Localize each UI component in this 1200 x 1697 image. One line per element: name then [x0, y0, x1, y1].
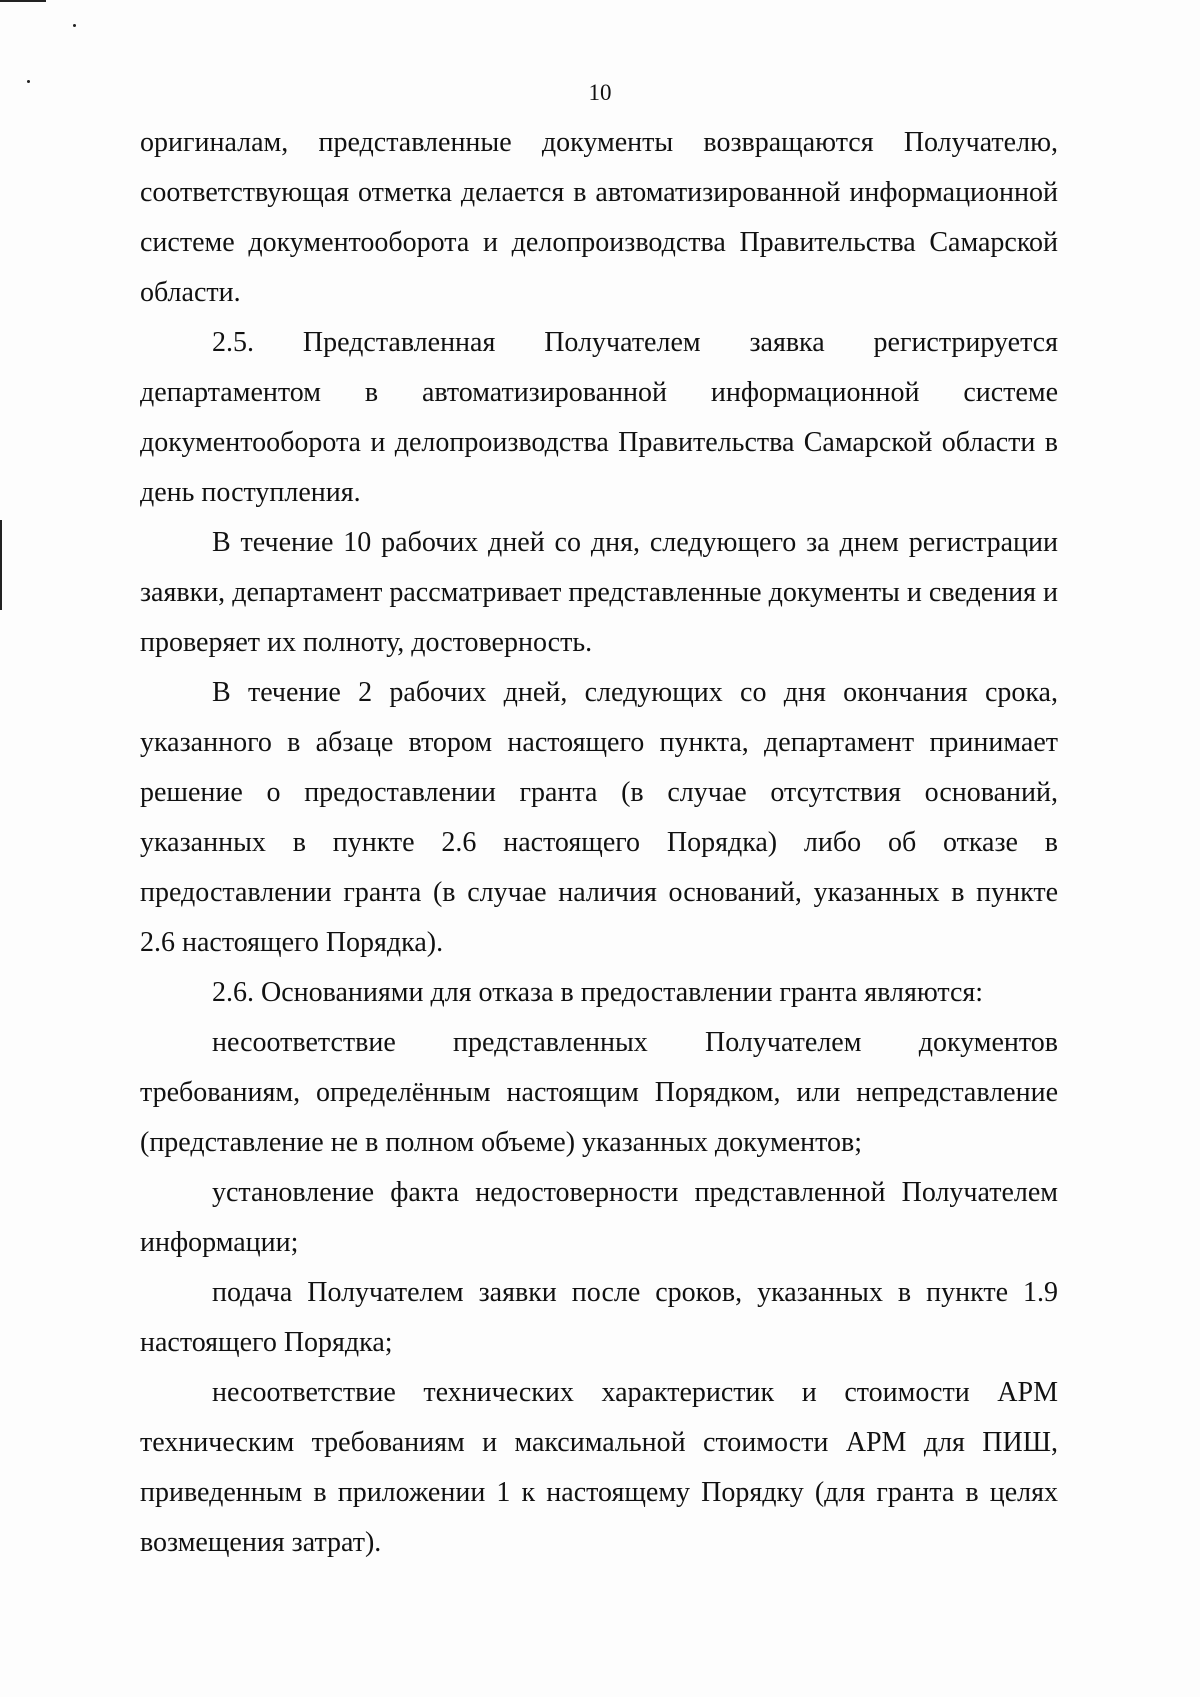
paragraph: установление факта недостоверности представленной Получателем информации; — [140, 1177, 1058, 1258]
scan-artifact-left-edge-line — [0, 520, 2, 610]
paragraph: 2.5. Представленная Получателем заявка регистрируется департаментом в автоматизированной информационной системе документооборота и делопроизводства Правительства Самарской области в день поступления. — [140, 327, 1058, 508]
paragraph: оригиналам, представленные документы возвращаются Получателю, соответствующая отметка делается в автоматизированной информационной системе документооборота и делопроизводства Правительства Самарской области. — [140, 127, 1058, 308]
paragraph: несоответствие технических характеристик и стоимости АРМ техническим требованиям и максимальной стоимости АРМ для ПИШ, приведенным в приложении 1 к настоящему Порядку (для гранта в целях возмещения затрат). — [140, 1377, 1058, 1558]
paragraph: В течение 10 рабочих дней со дня, следующего за днем регистрации заявки, департамент рассматривает представленные документы и сведения и проверяет их полноту, достоверность. — [140, 527, 1058, 658]
paragraph: несоответствие представленных Получателем документов требованиям, определённым настоящим Порядком, или непредставление (представление не в полном объеме) указанных документов; — [140, 1027, 1058, 1158]
page-number: 10 — [588, 80, 612, 105]
scan-artifact-dot — [73, 24, 76, 27]
paragraph: В течение 2 рабочих дней, следующих со дня окончания срока, указанного в абзаце втором настоящего пункта, департамент принимает решение о предоставлении гранта (в случае отсутствия оснований, указанных в пункте 2.6 настоящего Порядка) либо об отказе в предоставлении гранта (в случае наличия оснований, указанных в пункте 2.6 настоящего Порядка). — [140, 677, 1058, 958]
paragraph: подача Получателем заявки после сроков, указанных в пункте 1.9 настоящего Порядка; — [140, 1277, 1058, 1358]
scan-artifact-top-left-line — [0, 0, 46, 2]
paragraph: 2.6. Основаниями для отказа в предоставлении гранта являются: — [212, 977, 984, 1008]
document-body — [140, 118, 1058, 1568]
